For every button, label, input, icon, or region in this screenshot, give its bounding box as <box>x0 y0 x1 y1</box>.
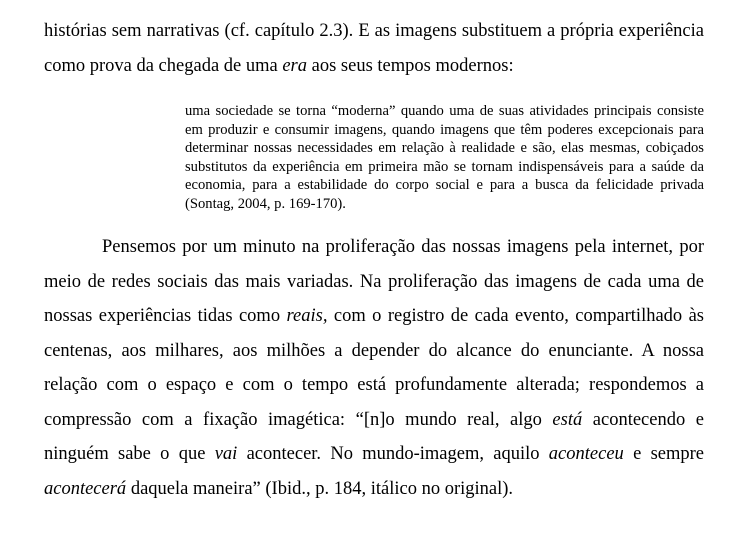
paragraph-main-text-a: Pensemos por um minuto na proliferação das nossas imagens pela internet, por meio de redes sociais das mais variadas. Na proliferação das imagens de cada uma de nossas experiências tidas como <box>44 237 704 326</box>
block-quote: uma sociedade se torna “moderna” quando uma de suas atividades principais consiste em produzir e consumir imagens, quando imagens que têm poderes excepcionais para determinar nossas necessidades em relação à realidade e são, elas mesmas, cobiçados substitutos da experiência em primeira mão se tornam indispensáveis para a saúde da economia, para a estabilidade do corpo social e para a busca da felicidade privada (Sontag, 2004, p. 169-170). <box>185 103 704 212</box>
paragraph-main-text-f: daquela maneira” (Ibid., p. 184, itálico no original). <box>126 478 514 499</box>
document-page <box>44 14 704 506</box>
paragraph-intro <box>44 14 704 83</box>
paragraph-main-text-c: acontecendo e ninguém sabe o que <box>44 409 704 464</box>
italic-aconteceu: aconteceu <box>548 444 624 464</box>
italic-esta: está <box>552 409 583 430</box>
paragraph-intro-text-a: histórias sem narrativas (cf. capítulo 2.3). E as imagens substituem a própria experiência como prova da chegada de uma <box>44 21 704 76</box>
paragraph-main-text-e: e sempre <box>623 444 704 464</box>
paragraph-main-text-d: acontecer. No mundo-imagem, aquilo <box>237 444 549 464</box>
italic-vai: vai <box>214 444 238 464</box>
italic-reais: reais, <box>286 306 328 326</box>
paragraph-main <box>44 230 704 506</box>
italic-acontecera: acontecerá <box>44 478 127 499</box>
paragraph-main-text-b: com o registro de cada evento, compartilhado às centenas, aos milhares, aos milhões a depender do alcance do enunciante. A nossa relação com o espaço e com o tempo está profundamente alterada; respondemos a compressão com a fixação imagética: “[n]o mundo real, algo <box>44 306 704 430</box>
italic-era: era <box>282 55 308 76</box>
paragraph-intro-text-b: aos seus tempos modernos: <box>307 55 514 76</box>
